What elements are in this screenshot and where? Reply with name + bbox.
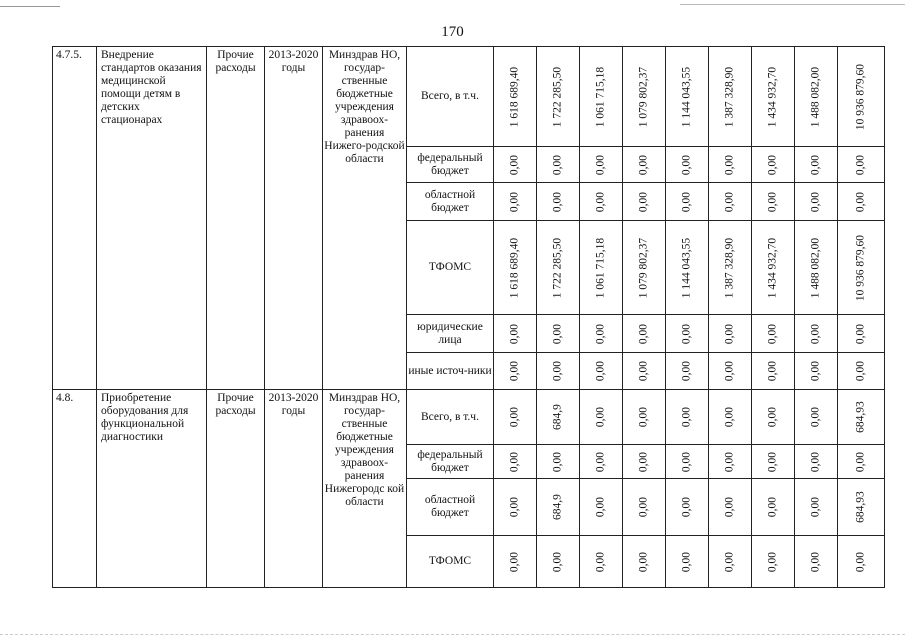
amount-cell <box>580 353 623 390</box>
amount-value: 0,00 <box>551 191 564 212</box>
amount-value: 0,00 <box>637 360 650 382</box>
amount-cell <box>752 479 795 536</box>
amount-cell <box>623 315 666 353</box>
amount-value: 0,00 <box>854 551 867 572</box>
amount-cell <box>494 445 537 479</box>
amount-value: 1 488 082,00 <box>809 66 822 127</box>
amount-cell <box>666 183 709 221</box>
amount-cell <box>795 47 838 147</box>
amount-value: 0,00 <box>637 406 650 428</box>
amount-cell <box>494 221 537 315</box>
amount-value: 0,00 <box>766 551 779 572</box>
amount-value: 0,00 <box>854 360 867 382</box>
amount-cell <box>795 479 838 536</box>
amount-value: 0,00 <box>809 360 822 382</box>
amount-value: 0,00 <box>854 451 867 472</box>
amount-cell <box>537 479 580 536</box>
amount-value: 0,00 <box>508 154 521 175</box>
amount-cell <box>666 390 709 445</box>
amount-value: 0,00 <box>854 323 867 344</box>
amount-value: 0,00 <box>637 451 650 472</box>
amount-value: 1 488 082,00 <box>809 237 822 298</box>
amount-cell <box>623 445 666 479</box>
amount-cell <box>537 221 580 315</box>
amount-value: 0,00 <box>723 406 736 428</box>
page-number: 170 <box>441 24 464 40</box>
amount-cell <box>623 183 666 221</box>
amount-value: 0,00 <box>680 360 693 382</box>
amount-value: 0,00 <box>508 451 521 472</box>
expense-type: Прочие расходы <box>207 390 265 588</box>
amount-value: 0,00 <box>637 496 650 518</box>
amount-value: 0,00 <box>680 551 693 572</box>
amount-value: 0,00 <box>508 191 521 212</box>
amount-value: 684,9 <box>551 494 564 520</box>
amount-value: 684,93 <box>854 491 867 523</box>
amount-value: 0,00 <box>809 551 822 572</box>
amount-value: 0,00 <box>680 451 693 472</box>
amount-value: 0,00 <box>854 154 867 175</box>
scan-edge-line <box>0 634 905 635</box>
amount-value: 1 387 328,90 <box>723 66 736 127</box>
amount-cell <box>537 47 580 147</box>
amount-cell <box>709 47 752 147</box>
funding-source: ТФОМС <box>407 221 494 315</box>
amount-value: 0,00 <box>637 551 650 572</box>
amount-value: 0,00 <box>723 451 736 472</box>
amount-cell <box>494 315 537 353</box>
amount-cell <box>494 390 537 445</box>
funding-source: иные источ-ники <box>407 353 494 390</box>
amount-cell <box>795 183 838 221</box>
amount-cell <box>838 315 885 353</box>
table-row <box>53 390 885 445</box>
amount-value: 0,00 <box>637 154 650 175</box>
row-code: 4.8. <box>53 390 97 588</box>
amount-value: 1 079 802,37 <box>637 66 650 127</box>
amount-cell <box>752 390 795 445</box>
amount-value: 1 618 689,40 <box>508 66 521 127</box>
amount-cell <box>709 353 752 390</box>
amount-value: 0,00 <box>594 551 607 572</box>
funding-source: областной бюджет <box>407 479 494 536</box>
amount-cell <box>838 390 885 445</box>
amount-value: 0,00 <box>766 451 779 472</box>
amount-cell <box>795 445 838 479</box>
amount-value: 0,00 <box>508 406 521 428</box>
amount-value: 0,00 <box>594 360 607 382</box>
amount-value: 0,00 <box>766 496 779 518</box>
amount-value: 0,00 <box>508 360 521 382</box>
amount-cell <box>494 147 537 183</box>
amount-value: 0,00 <box>508 551 521 572</box>
funding-source: Всего, в т.ч. <box>407 390 494 445</box>
amount-cell <box>537 183 580 221</box>
amount-cell <box>494 536 537 588</box>
funding-source: областной бюджет <box>407 183 494 221</box>
amount-value: 0,00 <box>508 496 521 518</box>
amount-cell <box>752 221 795 315</box>
amount-cell <box>795 147 838 183</box>
amount-cell <box>795 315 838 353</box>
amount-cell <box>537 147 580 183</box>
amount-cell <box>580 536 623 588</box>
amount-cell <box>494 353 537 390</box>
amount-cell <box>537 536 580 588</box>
amount-cell <box>580 183 623 221</box>
amount-cell <box>838 353 885 390</box>
amount-cell <box>580 47 623 147</box>
amount-cell <box>623 353 666 390</box>
amount-value: 0,00 <box>594 191 607 212</box>
executor: Минздрав НО, государ-ственные бюджетные учреждения здравоох-ранения Нижегородс кой области <box>323 390 407 588</box>
amount-value: 0,00 <box>551 323 564 344</box>
row-code: 4.7.5. <box>53 47 97 390</box>
amount-cell <box>838 536 885 588</box>
expense-type: Прочие расходы <box>207 47 265 390</box>
amount-value: 0,00 <box>723 154 736 175</box>
amount-value: 684,93 <box>854 401 867 433</box>
amount-cell <box>709 536 752 588</box>
amount-value: 0,00 <box>594 154 607 175</box>
amount-cell <box>795 353 838 390</box>
measure-name: Внедрение стандартов оказания медицинской помощи детям в детских стационарах <box>97 47 207 390</box>
amount-cell <box>838 47 885 147</box>
amount-value: 0,00 <box>809 154 822 175</box>
amount-cell <box>709 390 752 445</box>
amount-cell <box>580 445 623 479</box>
table-body <box>53 47 885 588</box>
amount-value: 0,00 <box>723 496 736 518</box>
amount-cell <box>752 315 795 353</box>
amount-value: 1 434 932,70 <box>766 66 779 127</box>
funding-source: федеральный бюджет <box>407 445 494 479</box>
scan-edge-line <box>0 6 60 7</box>
amount-cell <box>623 390 666 445</box>
funding-source: федеральный бюджет <box>407 147 494 183</box>
amount-value: 0,00 <box>551 451 564 472</box>
amount-value: 0,00 <box>809 191 822 212</box>
amount-cell <box>666 147 709 183</box>
amount-cell <box>580 390 623 445</box>
amount-cell <box>752 47 795 147</box>
amount-value: 0,00 <box>723 360 736 382</box>
amount-cell <box>666 221 709 315</box>
amount-cell <box>752 147 795 183</box>
amount-cell <box>666 353 709 390</box>
amount-cell <box>623 536 666 588</box>
amount-value: 0,00 <box>508 323 521 344</box>
amount-cell <box>494 183 537 221</box>
amount-value: 0,00 <box>766 360 779 382</box>
amount-cell <box>580 147 623 183</box>
amount-value: 1 618 689,40 <box>508 237 521 298</box>
amount-cell <box>623 47 666 147</box>
amount-value: 0,00 <box>680 406 693 428</box>
amount-cell <box>666 479 709 536</box>
funding-source: юридические лица <box>407 315 494 353</box>
amount-cell <box>838 479 885 536</box>
amount-cell <box>494 47 537 147</box>
amount-value: 1 061 715,18 <box>594 66 607 127</box>
amount-cell <box>709 183 752 221</box>
amount-cell <box>795 390 838 445</box>
period: 2013-2020 годы <box>265 47 323 390</box>
amount-value: 0,00 <box>551 360 564 382</box>
amount-cell <box>838 183 885 221</box>
amount-value: 0,00 <box>551 154 564 175</box>
amount-cell <box>494 479 537 536</box>
amount-value: 0,00 <box>594 451 607 472</box>
amount-value: 1 144 043,55 <box>680 66 693 127</box>
measure-name: Приобретение оборудования для функциональной диагностики <box>97 390 207 588</box>
amount-cell <box>709 147 752 183</box>
budget-table <box>52 46 885 588</box>
amount-value: 0,00 <box>723 191 736 212</box>
amount-value: 0,00 <box>680 323 693 344</box>
scan-edge-line <box>680 4 905 5</box>
executor: Минздрав НО, государ-ственные бюджетные учреждения здравоох-ранения Нижего-родской области <box>323 47 407 390</box>
amount-value: 1 079 802,37 <box>637 237 650 298</box>
amount-value: 0,00 <box>809 496 822 518</box>
amount-value: 0,00 <box>723 323 736 344</box>
amount-cell <box>709 315 752 353</box>
amount-value: 0,00 <box>766 154 779 175</box>
amount-value: 1 144 043,55 <box>680 237 693 298</box>
amount-cell <box>795 536 838 588</box>
amount-cell <box>795 221 838 315</box>
amount-value: 684,9 <box>551 404 564 430</box>
amount-cell <box>838 445 885 479</box>
amount-cell <box>537 315 580 353</box>
amount-value: 0,00 <box>551 551 564 572</box>
amount-cell <box>752 353 795 390</box>
amount-cell <box>623 147 666 183</box>
amount-cell <box>709 221 752 315</box>
amount-cell <box>709 445 752 479</box>
amount-value: 0,00 <box>766 406 779 428</box>
amount-cell <box>623 221 666 315</box>
amount-cell <box>537 353 580 390</box>
amount-value: 0,00 <box>809 451 822 472</box>
amount-value: 0,00 <box>766 323 779 344</box>
amount-cell <box>537 445 580 479</box>
amount-cell <box>666 536 709 588</box>
amount-cell <box>623 479 666 536</box>
amount-value: 0,00 <box>637 191 650 212</box>
amount-value: 0,00 <box>637 323 650 344</box>
amount-value: 1 722 285,50 <box>551 237 564 298</box>
amount-value: 0,00 <box>680 496 693 518</box>
amount-cell <box>709 479 752 536</box>
amount-value: 1 722 285,50 <box>551 66 564 127</box>
amount-value: 0,00 <box>680 154 693 175</box>
amount-value: 0,00 <box>723 551 736 572</box>
amount-cell <box>580 221 623 315</box>
period: 2013-2020 годы <box>265 390 323 588</box>
amount-cell <box>838 221 885 315</box>
amount-value: 0,00 <box>594 406 607 428</box>
amount-value: 1 061 715,18 <box>594 237 607 298</box>
amount-value: 0,00 <box>594 496 607 518</box>
amount-cell <box>838 147 885 183</box>
amount-value: 0,00 <box>854 191 867 212</box>
amount-cell <box>752 536 795 588</box>
amount-cell <box>752 445 795 479</box>
table-row <box>53 47 885 147</box>
amount-value: 0,00 <box>809 406 822 428</box>
amount-cell <box>666 445 709 479</box>
funding-source: Всего, в т.ч. <box>407 47 494 147</box>
amount-value: 0,00 <box>766 191 779 212</box>
amount-cell <box>580 479 623 536</box>
amount-value: 0,00 <box>809 323 822 344</box>
amount-value: 1 434 932,70 <box>766 237 779 298</box>
amount-cell <box>666 315 709 353</box>
amount-value: 0,00 <box>680 191 693 212</box>
amount-value: 10 936 879,60 <box>854 234 867 301</box>
amount-cell <box>752 183 795 221</box>
amount-value: 0,00 <box>594 323 607 344</box>
funding-source: ТФОМС <box>407 536 494 588</box>
amount-cell <box>537 390 580 445</box>
amount-value: 10 936 879,60 <box>854 63 867 130</box>
amount-cell <box>580 315 623 353</box>
amount-cell <box>666 47 709 147</box>
amount-value: 1 387 328,90 <box>723 237 736 298</box>
